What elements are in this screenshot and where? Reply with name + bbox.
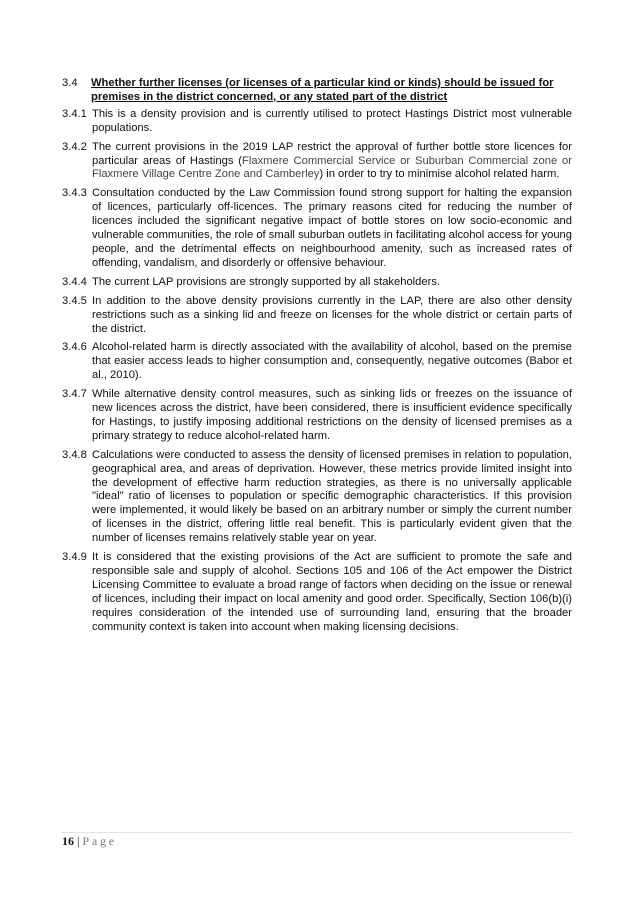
paragraph-text: The current LAP provisions are strongly supported by all stakeholders. xyxy=(92,275,441,288)
paragraph-3-4-3 xyxy=(62,187,572,270)
paragraph-3-4-4 xyxy=(62,276,572,290)
paragraph-text-before: The current provisions in the 2019 LAP restrict the approval of further bottle store licences for particular areas of Hastings ( xyxy=(92,140,572,167)
paragraph-text-after: ) in order to try to minimise alcohol related harm. xyxy=(319,168,560,181)
paragraph-3-4-7 xyxy=(62,388,572,444)
paragraph-number: 3.4.9 xyxy=(62,551,87,564)
paragraph-3-4-9 xyxy=(62,551,572,634)
paragraph-text: While alternative density control measures, such as sinking lids or freezes on the issuance of new licences across the district, have been considered, there is insufficient evidence specifically for Hastings, to justify imposing additional restrictions on the density of licensed premises as a primary strategy to reduce alcohol-related harm. xyxy=(92,388,572,442)
restricted-areas-text: Flaxmere Commercial Service or Suburban Commercial zone or Flaxmere Village Centre Zone and Camberley xyxy=(92,154,572,181)
paragraph-number: 3.4.7 xyxy=(62,388,87,401)
page-content xyxy=(62,77,572,640)
section-title: Whether further licenses (or licenses of a particular kind or kinds) should be issued for premises in the district concerned, or any stated part of the district xyxy=(91,77,554,103)
paragraph-number: 3.4.6 xyxy=(62,341,87,354)
paragraph-text xyxy=(92,141,572,183)
paragraph-text: Alcohol-related harm is directly associated with the availability of alcohol, based on the premise that easier access leads to higher consumption and, consequently, negative outcomes (Babor et al., 2010). xyxy=(92,341,572,382)
footer-divider xyxy=(62,832,573,833)
paragraph-text: In addition to the above density provisions currently in the LAP, there are also other density restrictions such as a sinking lid and freeze on licenses for the whole district or certain parts of the district. xyxy=(92,294,572,335)
page-number: 16 xyxy=(62,834,74,848)
page-label: Page xyxy=(82,834,117,848)
paragraph-number: 3.4.2 xyxy=(62,140,87,153)
paragraph-number: 3.4.5 xyxy=(62,294,87,307)
paragraph-3-4-1 xyxy=(62,108,572,136)
paragraph-number: 3.4.8 xyxy=(62,448,87,461)
page-footer xyxy=(62,834,117,849)
footer-separator: | xyxy=(74,834,83,848)
paragraph-3-4-5 xyxy=(62,295,572,337)
paragraph-text: Calculations were conducted to assess the density of licensed premises in relation to population, geographical area, and areas of deprivation. However, these metrics provide limited insight into the development of effective harm reduction strategies, as there is no universally applicable "ideal" ratio of licenses to population or specific demographic characteristics. If this provision were implemented, it would likely be based on an arbitrary number or simply the current number of licenses in the district, offering little real benefit. This is particularly evident given that the number of licenses remains relatively stable year on year. xyxy=(92,448,572,545)
paragraph-text: It is considered that the existing provisions of the Act are sufficient to promote the safe and responsible sale and supply of alcohol. Sections 105 and 106 of the Act empower the District Licensing Committee to evaluate a broad range of factors when deciding on the issue or renewal of licences, including their impact on local amenity and good order. Specifically, Section 106(b)(i) requires consideration of the intended use of surrounding land, ensuring that the broader community context is taken into account when making licensing decisions. xyxy=(92,551,572,633)
paragraph-number: 3.4.4 xyxy=(62,275,87,288)
paragraph-3-4-2 xyxy=(62,141,572,183)
paragraph-number: 3.4.3 xyxy=(62,187,87,200)
section-heading xyxy=(62,77,572,105)
paragraph-text: Consultation conducted by the Law Commission found strong support for halting the expansion of licences, particularly off-licences. The primary reasons cited for reducing the number of licences included the significant negative impact of bottle stores on low socio-economic and vulnerable communities, the role of small suburban outlets in facilitating alcohol access for young people, and the detrimental effects on neighbourhood amenity, such as increased rates of offending, vandalism, and disorderly or offensive behaviour. xyxy=(92,187,572,269)
section-number: 3.4 xyxy=(62,77,78,89)
paragraph-3-4-6 xyxy=(62,341,572,383)
paragraph-3-4-8 xyxy=(62,449,572,546)
paragraph-text: This is a density provision and is currently utilised to protect Hastings District most vulnerable populations. xyxy=(92,107,572,134)
paragraph-number: 3.4.1 xyxy=(62,107,87,120)
